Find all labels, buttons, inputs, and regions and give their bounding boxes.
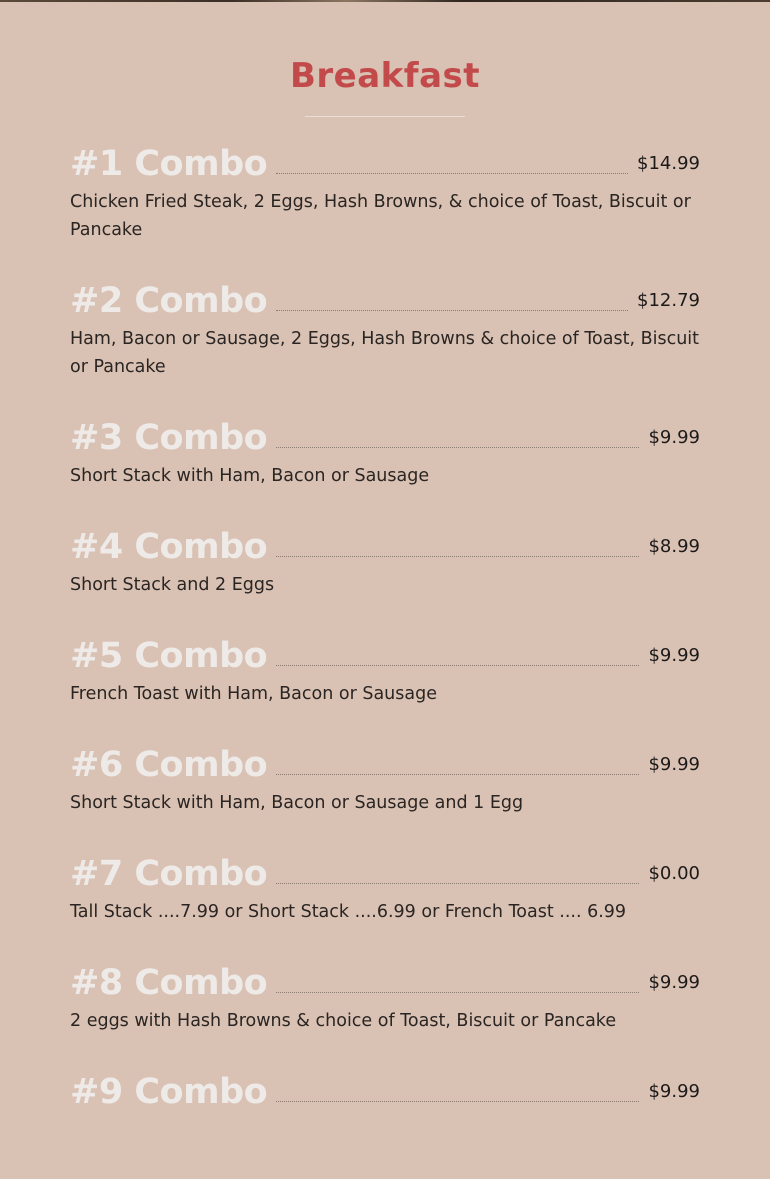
item-price: $12.79: [637, 290, 700, 311]
item-price: $0.00: [648, 863, 700, 884]
menu-item: [70, 743, 700, 852]
title-divider: [305, 116, 465, 117]
item-description: Ham, Bacon or Sausage, 2 Eggs, Hash Browns & choice of Toast, Biscuit or Pancake: [70, 329, 700, 377]
item-description: 2 eggs with Hash Browns & choice of Toast, Biscuit or Pancake: [70, 1011, 617, 1031]
dotted-leader: [276, 556, 639, 557]
menu-item: [70, 142, 700, 279]
item-description: Short Stack with Ham, Bacon or Sausage and 1 Egg: [70, 793, 524, 813]
item-name: #4 Combo: [70, 527, 268, 567]
dotted-leader: [276, 774, 639, 775]
menu-item: [70, 634, 700, 743]
menu-item: [70, 279, 700, 416]
menu-item: [70, 525, 700, 634]
item-name: #7 Combo: [70, 854, 268, 894]
item-description: Chicken Fried Steak, 2 Eggs, Hash Browns, & choice of Toast, Biscuit or Pancake: [70, 192, 691, 240]
item-description: Short Stack with Ham, Bacon or Sausage: [70, 466, 430, 486]
item-description: Tall Stack ....7.99 or Short Stack ....6.99 or French Toast .... 6.99: [70, 902, 627, 922]
item-name: #5 Combo: [70, 636, 268, 676]
dotted-leader: [276, 665, 639, 666]
item-name: #1 Combo: [70, 144, 268, 184]
item-description: French Toast with Ham, Bacon or Sausage: [70, 684, 437, 704]
menu-item: [70, 1070, 700, 1179]
dotted-leader: [276, 173, 628, 174]
item-name: #9 Combo: [70, 1072, 268, 1112]
dotted-leader: [276, 310, 628, 311]
dotted-leader: [276, 1101, 639, 1102]
dotted-leader: [276, 992, 639, 993]
menu-item: [70, 852, 700, 961]
menu-item: [70, 416, 700, 525]
section-title: Breakfast: [289, 56, 481, 96]
item-price: $9.99: [648, 754, 700, 775]
item-price: $9.99: [648, 427, 700, 448]
item-description: Short Stack and 2 Eggs: [70, 575, 275, 595]
item-price: $9.99: [648, 972, 700, 993]
item-price: $8.99: [648, 536, 700, 557]
dotted-leader: [276, 447, 639, 448]
item-price: $14.99: [637, 153, 700, 174]
item-price: $9.99: [648, 645, 700, 666]
item-name: #3 Combo: [70, 418, 268, 458]
dotted-leader: [276, 883, 639, 884]
menu-list: [70, 142, 700, 1179]
menu-item: [70, 961, 700, 1070]
item-name: #6 Combo: [70, 745, 268, 785]
item-name: #8 Combo: [70, 963, 268, 1003]
hero-image-edge: [0, 0, 770, 2]
item-name: #2 Combo: [70, 281, 268, 321]
item-price: $9.99: [648, 1081, 700, 1102]
